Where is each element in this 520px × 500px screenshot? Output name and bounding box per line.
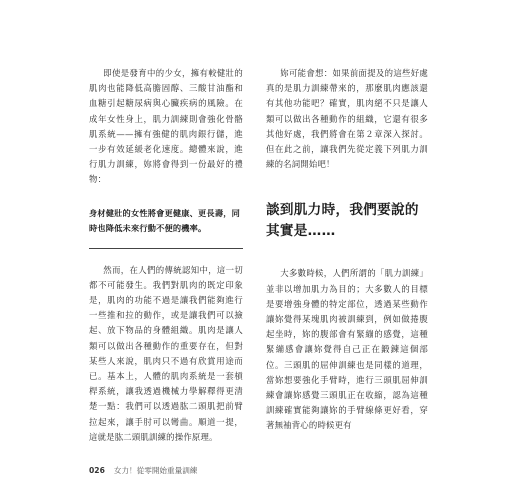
left-column	[89, 66, 243, 445]
section-heading: 談到肌力時，我們要說的其實是……	[266, 202, 419, 240]
body-paragraph: 即使是發育中的少女，擁有較健壯的肌肉也能降低高膽固醇、三酸甘油酯和血糖引起糖尿病與心臟疾病的風險。在成年女性身上，肌力訓練則會強化骨骼肌系統——擁有強健的肌肉銀行儲，進一步有效延緩老化速度。總體來說，進行肌力訓練，妳將會得到一份最好的禮物：	[89, 68, 243, 185]
page-number: 026	[89, 466, 105, 475]
page-footer	[89, 465, 197, 476]
pull-quote: 身材健壯的女性將會更健康、更長壽，同時也降低未來行動不便的機率。	[89, 206, 243, 249]
body-paragraph: 妳可能會想：如果前面提及的這些好處真的是肌力訓練帶來的，那麼肌肉應該還有其他功能吧？確實，肌肉絕不只是讓人類可以做出各種動作的組織，它還有很多其他好處，我們將會在第２章深入探討。但在此之前，讓我們先從定義下列肌力訓練的名詞開始吧！	[266, 68, 428, 170]
right-column	[266, 66, 428, 434]
body-paragraph: 然而，在人們的傳統認知中，這一切都不可能發生。我們對肌肉的既定印象是，肌肉的功能不過是讓我們能夠進行一些推和拉的動作，或是讓我們可以撿起、放下物品的身體組織。肌肉是讓人類可以做出各種動作的重要存在，但對某些人來說，肌肉只不過有欣賞用途而已。基本上，人體的肌肉系統是一套槓桿系統，讓我透過機械力學解釋得更清楚一點：我們可以透過肱二頭肌把前臂拉起來，讓手肘可以彎曲。順道一提，這就是肱二頭肌訓練的操作原理。	[89, 264, 243, 442]
running-title: 女力！從零開始重量訓練	[113, 466, 198, 475]
body-paragraph: 大多數時候，人們所謂的「肌力訓練」並非以增加肌力為目的；大多數人的目標是要增強身體的特定部位，透過某些動作讓妳覺得某塊肌肉被訓練到，例如做捲腹起坐時，妳的腹部會有緊繃的感覺，這種緊繃感會讓妳覺得自己正在鍛鍊這個部位。三頭肌的屈伸訓練也是同樣的道理，當妳想要強化手臂時，進行三頭肌屈伸訓練會讓妳感覺三頭肌正在收縮，認為這種訓練確實能夠讓妳的手臂線條更好看，穿著無袖背心的時候更有	[266, 268, 428, 431]
